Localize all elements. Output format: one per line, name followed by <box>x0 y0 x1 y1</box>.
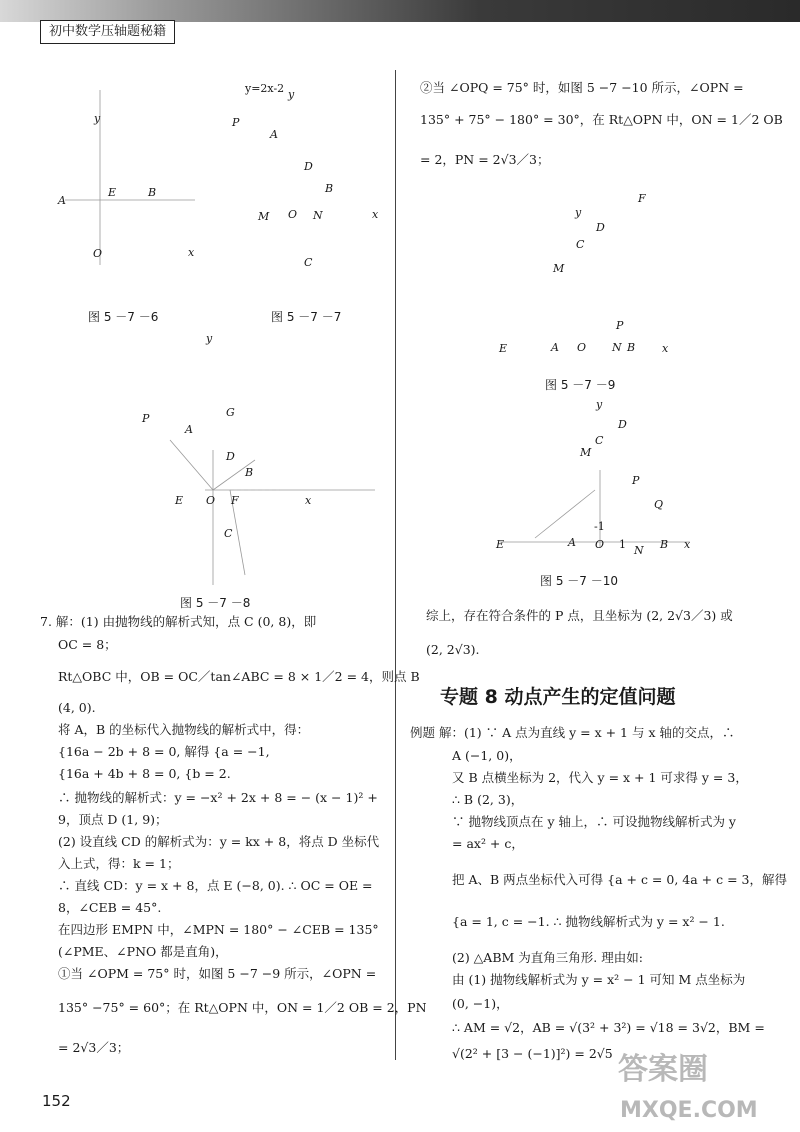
fig7-point-N: N <box>313 209 323 222</box>
fig9-point-P: P <box>616 319 624 332</box>
left-line-17: 135° −75° = 60°；在 Rt△OPN 中，ON = 1／2 OB = 2，PN <box>58 1000 427 1015</box>
fig7-point-x: x <box>372 208 379 221</box>
fig8-point-E: E <box>175 494 184 507</box>
figure-5-7-8-drawing <box>150 420 380 590</box>
right-top-line-2: 135° + 75° − 180° = 30°，在 Rt△OPN 中，ON = 1／2 OB <box>420 112 783 127</box>
fig10-point-x: x <box>684 538 691 551</box>
fig6-point-A: A <box>270 128 278 141</box>
right-bottom-line-8: {a = 1, c = −1. ∴ 抛物线解析式为 y = x² − 1. <box>452 914 725 929</box>
fig6-point-y-axis: y <box>94 112 101 125</box>
figure-5-7-9-caption: 图 5 －7 －9 <box>545 378 616 392</box>
fig6-point-B: B <box>148 186 157 199</box>
figure-5-7-8-caption: 图 5 －7 －8 <box>180 596 251 610</box>
right-mid-line-2: (2, 2√3). <box>426 642 480 657</box>
fig7-point-B: B <box>325 182 334 195</box>
fig9-point-N: N <box>612 341 622 354</box>
fig7-point-O: O <box>288 208 298 221</box>
fig9-point-F: F <box>638 192 646 205</box>
right-bottom-line-10: 由 (1) 抛物线解析式为 y = x² − 1 可知 M 点坐标为 <box>452 972 746 987</box>
fig7-point-M: M <box>258 210 270 223</box>
fig8-point-O: O <box>206 494 216 507</box>
right-top-line-1: ②当 ∠OPQ = 75° 时，如图 5 −7 −10 所示，∠OPN = <box>420 80 744 95</box>
fig6-point-A2: A <box>58 194 66 207</box>
right-bottom-line-5: ∵ 抛物线顶点在 y 轴上，∴ 可设抛物线解析式为 y <box>452 814 736 829</box>
column-divider <box>395 70 396 1060</box>
fig6-point-E: E <box>108 186 117 199</box>
section-heading: 专题 8 动点产生的定值问题 <box>440 686 676 708</box>
fig9-point-M: M <box>553 262 565 275</box>
fig10-label-one: 1 <box>619 538 626 551</box>
right-bottom-line-7: 把 A、B 两点坐标代入可得 {a + c = 0, 4a + c = 3，解得 <box>452 872 787 887</box>
fig9-point-C: C <box>576 238 585 251</box>
fig8-point-F: F <box>231 494 239 507</box>
watermark-bottom-text: MXQE.COM <box>620 1098 758 1123</box>
fig8-point-y: y <box>206 332 213 345</box>
fig9-point-D: D <box>596 221 605 234</box>
fig9-point-A: A <box>551 341 559 354</box>
left-line-14: 在四边形 EMPN 中，∠MPN = 180° − ∠CEB = 135° <box>58 922 379 937</box>
right-bottom-line-9: (2) △ABM 为直角三角形. 理由如: <box>452 950 643 965</box>
right-bottom-line-3: 又 B 点横坐标为 2，代入 y = x + 1 可求得 y = 3， <box>452 770 748 785</box>
page-number: 152 <box>42 1092 71 1110</box>
left-line-3: Rt△OBC 中，OB = OC／tan∠ABC = 8 × 1／2 = 4，则点 B <box>58 669 420 684</box>
right-bottom-line-13: √(2² + [3 − (−1)]²) = 2√5 <box>452 1046 613 1061</box>
fig9-point-y: y <box>575 206 582 219</box>
right-mid-line-1: 综上，存在符合条件的 P 点，且坐标为 (2, 2√3／3) 或 <box>426 608 733 623</box>
fig10-point-A: A <box>568 536 576 549</box>
watermark-logo <box>598 1044 798 1130</box>
fig9-point-x: x <box>662 342 669 355</box>
top-decorative-band <box>0 0 800 22</box>
watermark-top-text: 答案圈 <box>618 1052 708 1087</box>
left-line-1: 7. 解：(1) 由抛物线的解析式知，点 C (0, 8)，即 <box>40 614 317 629</box>
right-bottom-line-4: ∴ B (2, 3)， <box>452 792 524 807</box>
fig7-point-D: D <box>304 160 313 173</box>
fig10-point-Q: Q <box>654 498 664 511</box>
fig10-label-neg1: -1 <box>594 520 605 533</box>
right-bottom-line-2: A (−1, 0)， <box>452 748 522 763</box>
left-line-13: 8，∠CEB = 45°. <box>58 900 162 915</box>
fig8-point-B: B <box>245 466 254 479</box>
fig10-point-O: O <box>595 538 605 551</box>
fig9-point-B: B <box>627 341 636 354</box>
fig6-point-O: O <box>93 247 103 260</box>
fig6-point-P: P <box>232 116 240 129</box>
fig8-point-A: A <box>185 423 193 436</box>
left-line-15: (∠PME、∠PNO 都是直角)， <box>58 944 228 959</box>
left-line-6: {16a − 2b + 8 = 0, 解得 {a = −1, <box>58 744 270 759</box>
left-line-18: = 2√3／3； <box>58 1040 130 1055</box>
figure-5-7-10-caption: 图 5 －7 －10 <box>540 574 618 588</box>
fig7-point-C: C <box>304 256 313 269</box>
left-line-11: 入上式，得：k = 1； <box>58 856 180 871</box>
left-line-8: ∴ 抛物线的解析式：y = −x² + 2x + 8 = − (x − 1)² + <box>58 790 378 805</box>
left-line-10: (2) 设直线 CD 的解析式为：y = kx + 8，将点 D 坐标代 <box>58 834 380 849</box>
fig8-point-D: D <box>226 450 235 463</box>
fig10-point-B: B <box>660 538 669 551</box>
fig9-point-E: E <box>499 342 508 355</box>
fig10-point-D: D <box>618 418 627 431</box>
fig8-point-x: x <box>305 494 312 507</box>
left-line-5: 将 A，B 的坐标代入抛物线的解析式中，得： <box>58 722 310 737</box>
fig8-point-C: C <box>224 527 233 540</box>
fig10-point-P: P <box>632 474 640 487</box>
book-title: 初中数学压轴题秘籍 <box>40 20 175 44</box>
fig10-point-E: E <box>496 538 505 551</box>
fig10-point-M: M <box>580 446 592 459</box>
fig9-point-O: O <box>577 341 587 354</box>
fig10-point-C: C <box>595 434 604 447</box>
left-line-12: ∴ 直线 CD：y = x + 8，点 E (−8, 0). ∴ OC = OE = <box>58 878 373 893</box>
fig6-point-x: x <box>188 246 195 259</box>
right-bottom-line-11: (0, −1)， <box>452 996 509 1011</box>
right-bottom-line-1: 例题 解：(1) ∵ A 点为直线 y = x + 1 与 x 轴的交点，∴ <box>410 725 735 740</box>
figure-5-7-7-caption: 图 5 －7 －7 <box>271 310 342 324</box>
fig10-point-y: y <box>596 398 603 411</box>
fig6-point-y: y <box>288 88 295 101</box>
fig6-line-label: y=2x-2 <box>245 82 285 95</box>
left-line-2: OC = 8； <box>58 637 117 652</box>
left-line-4: (4, 0). <box>58 700 96 715</box>
right-bottom-line-12: ∴ AM = √2，AB = √(3² + 3²) = √18 = 3√2，BM = <box>452 1020 765 1035</box>
right-bottom-line-6: = ax² + c， <box>452 836 524 851</box>
fig10-point-N: N <box>634 544 644 557</box>
left-line-9: 9，顶点 D (1, 9)； <box>58 812 168 827</box>
right-top-line-3: = 2，PN = 2√3／3； <box>420 152 550 167</box>
fig8-point-G: G <box>226 406 235 419</box>
fig8-point-P: P <box>142 412 150 425</box>
figure-5-7-6-drawing <box>55 80 205 270</box>
left-line-16: ①当 ∠OPM = 75° 时，如图 5 −7 −9 所示，∠OPN = <box>58 966 377 981</box>
figure-5-7-6-caption: 图 5 －7 －6 <box>88 310 159 324</box>
left-line-7: {16a + 4b + 8 = 0, {b = 2. <box>58 766 231 781</box>
